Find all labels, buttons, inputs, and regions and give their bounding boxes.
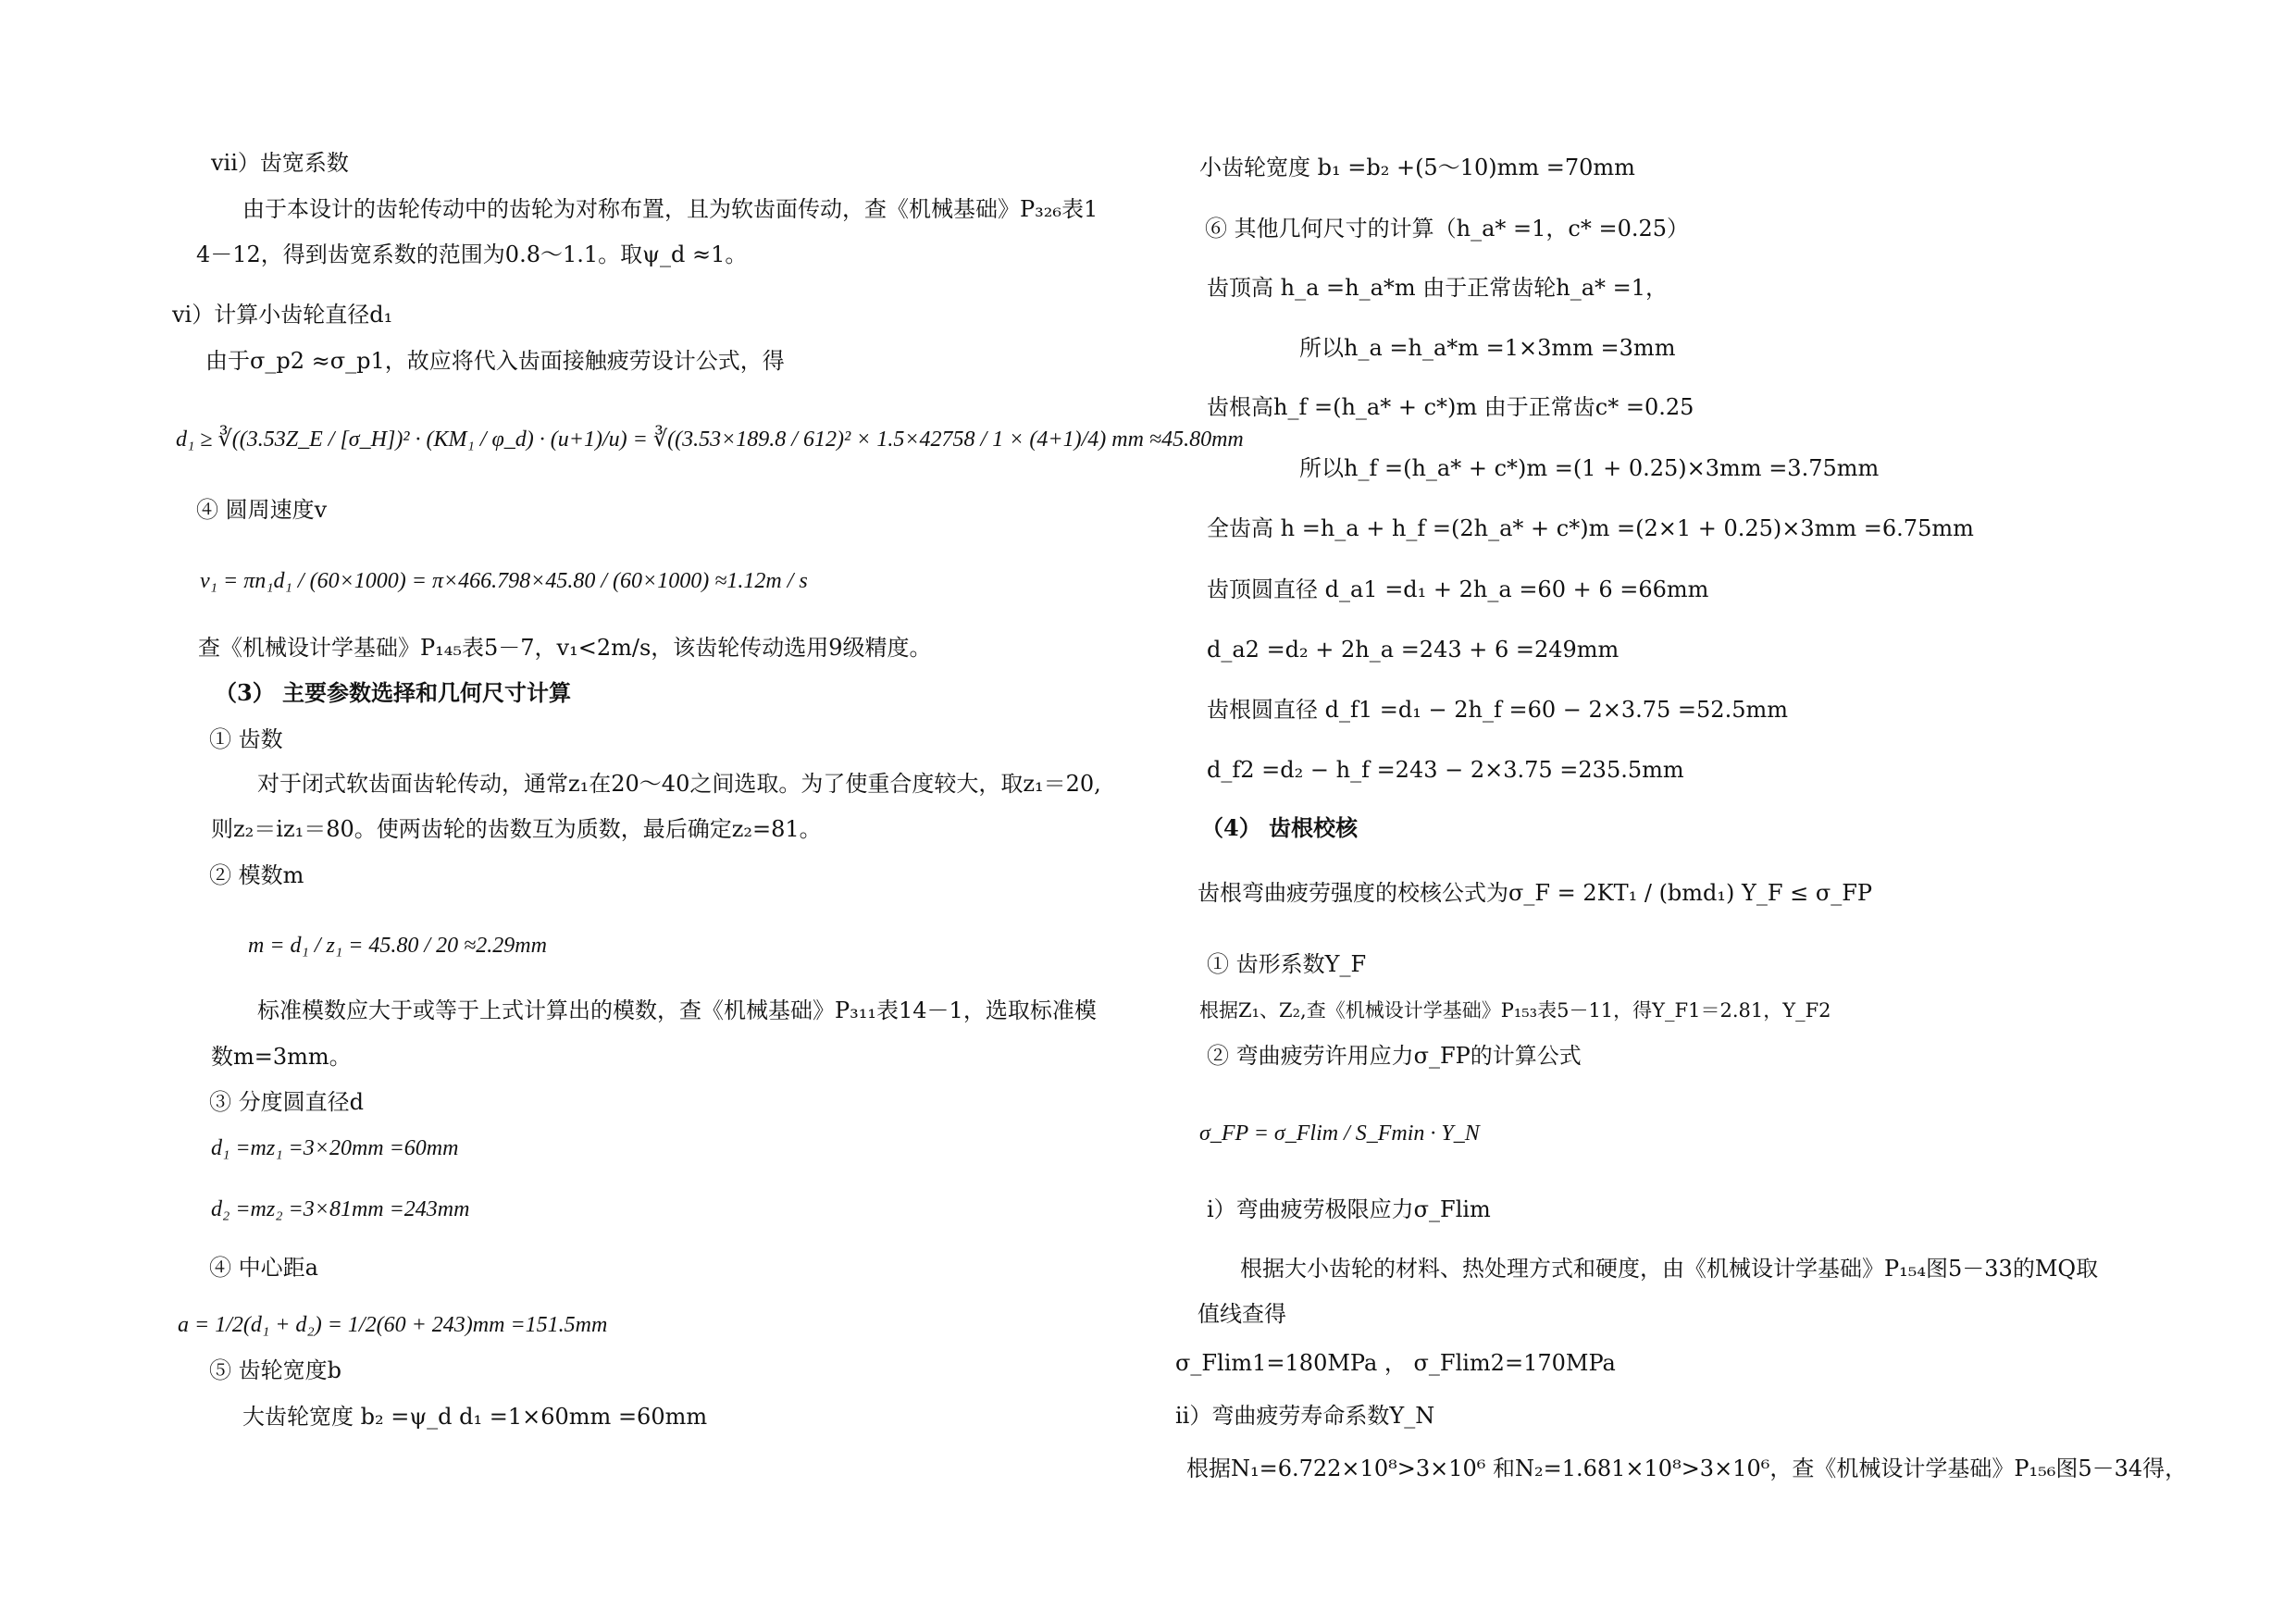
- item-heading-center-distance: ④ 中心距a: [209, 1255, 318, 1281]
- item-heading-face-width: ⑤ 齿轮宽度b: [209, 1357, 341, 1383]
- item-heading-tooth-count: ① 齿数: [209, 726, 283, 752]
- formula-whole-depth: 全齿高 h =h_a + h_f =(2h_a* + c*)m =(2×1 + 0.25)×3mm =6.75mm: [1207, 515, 1974, 541]
- item-heading-pitch-diameter: ③ 分度圆直径d: [209, 1089, 364, 1115]
- subsection-heading-pinion-diameter: vi）计算小齿轮直径d₁: [172, 302, 393, 328]
- paragraph-text: 数m=3mm。: [211, 1044, 352, 1070]
- formula-tip-diameter-2: d_a2 =d₂ + 2h_a =243 + 6 =249mm: [1207, 637, 1620, 663]
- formula-pinion-face-width: 小齿轮宽度 b₁ =b₂ +(5～10)mm =70mm: [1199, 155, 1635, 180]
- paragraph-text: 则z₂＝iz₁＝80。使两齿轮的齿数互为质数，最后确定z₂=81。: [211, 816, 822, 842]
- paragraph-text: 标准模数应大于或等于上式计算出的模数，查《机械基础》P₃₁₁表14－1，选取标准模: [257, 997, 1097, 1023]
- formula-root-diameter-1: 齿根圆直径 d_f1 =d₁ − 2h_f =60 − 2×3.75 =52.5mm: [1207, 697, 1788, 723]
- formula-tip-diameter-1: 齿顶圆直径 d_a1 =d₁ + 2h_a =60 + 6 =66mm: [1207, 576, 1709, 602]
- formula-allowable-stress: σ_FP = σ_Flim / S_Fmin · Y_N: [1199, 1121, 1480, 1146]
- item-heading-other-dimensions: ⑥ 其他几何尺寸的计算（h_a* =1，c* =0.25）: [1205, 216, 1690, 242]
- subsection-heading-face-width-coefficient: vii）齿宽系数: [211, 150, 349, 176]
- right-column: [1148, 0, 2296, 1623]
- paragraph-text: 对于闭式软齿面齿轮传动，通常z₁在20～40之间选取。为了使重合度较大，取z₁＝20,: [257, 771, 1101, 797]
- formula-center-distance: a = 1/2(d₁ + d₂) = 1/2(60 + 243)mm =151.5mm: [178, 1313, 608, 1337]
- item-heading-module: ② 模数m: [209, 862, 304, 888]
- formula-bending-check: 齿根弯曲疲劳强度的校核公式为σ_F = 2KT₁ / (bmd₁) Y_F ≤ σ_FP: [1198, 880, 1873, 906]
- formula-addendum: 齿顶高 h_a =h_a*m 由于正常齿轮h_a* =1，: [1207, 275, 1669, 301]
- formula-bending-limit-values: σ_Flim1=180MPa ， σ_Flim2=170MPa: [1175, 1350, 1616, 1376]
- formula-pitch-diameter-1: d₁ =mz₁ =3×20mm =60mm: [211, 1136, 459, 1160]
- paragraph-text: 由于本设计的齿轮传动中的齿轮为对称布置，且为软齿面传动，查《机械基础》P₃₂₆表1: [242, 196, 1098, 222]
- formula-dedendum-result: 所以h_f =(h_a* + c*)m =(1 + 0.25)×3mm =3.75mm: [1299, 455, 1880, 481]
- formula-peripheral-speed: v₁ = πn₁d₁ / (60×1000) = π×466.798×45.80 / (60×1000) ≈1.12m / s: [200, 569, 808, 593]
- formula-pitch-diameter-2: d₂ =mz₂ =3×81mm =243mm: [211, 1197, 470, 1221]
- item-heading-form-factor: ① 齿形系数Y_F: [1207, 951, 1367, 977]
- formula-root-diameter-2: d_f2 =d₂ − h_f =243 − 2×3.75 =235.5mm: [1207, 757, 1684, 783]
- paragraph-text: 4－12，得到齿宽系数的范围为0.8～1.1。取ψ_d ≈1。: [196, 242, 748, 267]
- subsection-heading-bending-limit: i）弯曲疲劳极限应力σ_Flim: [1207, 1196, 1491, 1222]
- paragraph-text: 查《机械设计学基础》P₁₄₅表5－7，v₁<2m/s，该齿轮传动选用9级精度。: [198, 635, 932, 661]
- item-heading-allowable-stress: ② 弯曲疲劳许用应力σ_FP的计算公式: [1207, 1043, 1582, 1069]
- section-heading-parameters: （3） 主要参数选择和几何尺寸计算: [215, 679, 572, 706]
- item-heading-peripheral-speed: ④ 圆周速度v: [196, 497, 328, 523]
- paragraph-text: 值线查得: [1198, 1301, 1286, 1327]
- formula-module: m = d₁ / z₁ = 45.80 / 20 ≈2.29mm: [248, 934, 547, 958]
- paragraph-text: 根据N₁=6.722×10⁸>3×10⁶ 和N₂=1.681×10⁸>3×10⁶，查《机械设计学基础》P₁₅₆图5－34得，: [1186, 1456, 2188, 1481]
- formula-gear-face-width: 大齿轮宽度 b₂ =ψ_d d₁ =1×60mm =60mm: [242, 1404, 708, 1430]
- formula-addendum-result: 所以h_a =h_a*m =1×3mm =3mm: [1299, 335, 1676, 361]
- section-heading-root-check: （4） 齿根校核: [1201, 814, 1359, 841]
- subsection-heading-life-factor: ii）弯曲疲劳寿命系数Y_N: [1175, 1403, 1435, 1429]
- paragraph-text: 根据大小齿轮的材料、热处理方式和硬度，由《机械设计学基础》P₁₅₄图5－33的MQ取: [1240, 1256, 2099, 1282]
- paragraph-text: 由于σ_p2 ≈σ_p1，故应将代入齿面接触疲劳设计公式，得: [205, 348, 785, 374]
- paragraph-text: 根据Z₁、Z₂,查《机械设计学基础》P₁₅₃表5－11，得Y_F1＝2.81，Y_F2: [1199, 999, 1831, 1022]
- formula-pinion-diameter: d₁ ≥ ∛((3.53Z_E / [σ_H])² · (KM₁ / φ_d) · (u+1)/u) = ∛((3.53×189.8 / 612)² × 1.5×42758 / 1 × (4+1)/4) mm ≈45.80mm: [176, 427, 1244, 452]
- formula-dedendum: 齿根高h_f =(h_a* + c*)m 由于正常齿c* =0.25: [1207, 394, 1694, 420]
